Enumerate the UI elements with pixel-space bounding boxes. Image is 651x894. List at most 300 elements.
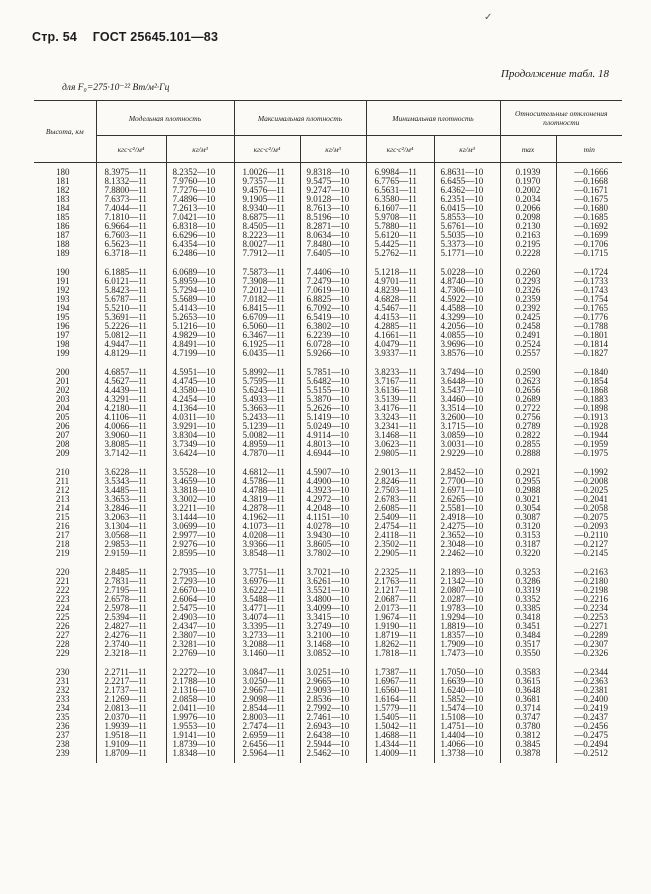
cell-dev-min: —0.1724 — [556, 268, 622, 277]
cell-max-kgs: 3.9366—11 — [234, 540, 300, 549]
cell-height: 207 — [34, 431, 96, 440]
cell-dev-min: —0.1788 — [556, 322, 622, 331]
cell-model-kgs: 2.1269—11 — [96, 695, 166, 704]
density-table — [34, 100, 622, 763]
cell-model-kg: 6.4354—10 — [166, 240, 234, 249]
standard-code: ГОСТ 25645.101—83 — [92, 30, 219, 44]
cell-model-kg: 2.7935—10 — [166, 568, 234, 577]
cell-height: 204 — [34, 404, 96, 413]
cell-model-kgs: 1.9939—11 — [96, 722, 166, 731]
cell-model-kg: 3.9291—10 — [166, 422, 234, 431]
cell-dev-max: 0.2002 — [500, 186, 556, 195]
cell-min-kgs: 3.8233—11 — [366, 368, 434, 377]
cell-model-kgs: 3.2846—11 — [96, 504, 166, 513]
cell-dev-min: —0.1944 — [556, 431, 622, 440]
cell-dev-max: 0.2195 — [500, 240, 556, 249]
cell-max-kg: 8.2871—10 — [300, 222, 366, 231]
cell-min-kgs: 2.9013—11 — [366, 468, 434, 477]
cell-dev-min: —0.1680 — [556, 204, 622, 213]
cell-min-kgs: 6.3580—11 — [366, 195, 434, 204]
cell-max-kgs: 1.0026—11 — [234, 168, 300, 177]
cell-max-kgs: 3.1460—11 — [234, 649, 300, 658]
cell-model-kgs: 6.7603—11 — [96, 231, 166, 240]
cell-dev-max: 0.3286 — [500, 577, 556, 586]
cell-dev-max: 0.3878 — [500, 749, 556, 758]
cell-model-kgs: 2.7195—11 — [96, 586, 166, 595]
cell-model-kgs: 3.9060—11 — [96, 431, 166, 440]
cell-max-kg: 3.2749—10 — [300, 622, 366, 631]
group-spacer — [34, 758, 622, 763]
cell-model-kgs: 2.5978—11 — [96, 604, 166, 613]
cell-model-kgs: 5.0812—11 — [96, 331, 166, 340]
cell-dev-max: 0.3517 — [500, 640, 556, 649]
cell-model-kgs: 2.2711—11 — [96, 668, 166, 677]
cell-dev-min: —0.2512 — [556, 749, 622, 758]
cell-model-kg: 7.0421—10 — [166, 213, 234, 222]
table-row — [34, 649, 622, 658]
cell-model-kgs: 4.5627—11 — [96, 377, 166, 386]
cell-max-kgs: 5.1239—11 — [234, 422, 300, 431]
cell-height: 231 — [34, 677, 96, 686]
unit-header: кгс·с²/м⁴ — [96, 136, 166, 163]
cell-dev-min: —0.2198 — [556, 586, 622, 595]
cell-max-kgs: 2.6456—11 — [234, 740, 300, 749]
cell-model-kg: 2.7293—10 — [166, 577, 234, 586]
cell-max-kgs: 3.5488—11 — [234, 595, 300, 604]
cell-max-kgs: 4.2878—11 — [234, 504, 300, 513]
cell-height: 223 — [34, 595, 96, 604]
cell-min-kgs: 4.1661—11 — [366, 331, 434, 340]
cell-height: 202 — [34, 386, 96, 395]
cell-height: 238 — [34, 740, 96, 749]
cell-dev-min: —0.1898 — [556, 404, 622, 413]
cell-model-kg: 2.8595—10 — [166, 549, 234, 558]
cell-max-kgs: 9.1905—11 — [234, 195, 300, 204]
cell-min-kgs: 1.5405—11 — [366, 713, 434, 722]
cell-dev-max: 0.3681 — [500, 695, 556, 704]
cell-min-kgs: 5.2762—11 — [366, 249, 434, 258]
cell-dev-min: —0.1671 — [556, 186, 622, 195]
cell-height: 211 — [34, 477, 96, 486]
cell-model-kgs: 4.2180—11 — [96, 404, 166, 413]
cell-height: 239 — [34, 749, 96, 758]
cell-dev-min: —0.1685 — [556, 213, 622, 222]
cell-max-kg: 5.0249—10 — [300, 422, 366, 431]
cell-height: 206 — [34, 422, 96, 431]
cell-model-kgs: 5.6787—11 — [96, 295, 166, 304]
cell-min-kg: 2.6265—10 — [434, 495, 500, 504]
cell-max-kgs: 2.8544—11 — [234, 704, 300, 713]
cell-height: 191 — [34, 277, 96, 286]
table-row — [34, 749, 622, 758]
max-header: max — [500, 136, 556, 163]
cell-dev-max: 0.2855 — [500, 440, 556, 449]
cell-dev-max: 0.3187 — [500, 540, 556, 549]
cell-max-kg: 7.6405—10 — [300, 249, 366, 258]
cell-model-kg: 2.1788—10 — [166, 677, 234, 686]
cell-max-kg: 6.2239—10 — [300, 331, 366, 340]
cell-model-kg: 1.9553—10 — [166, 722, 234, 731]
cell-model-kg: 1.8348—10 — [166, 749, 234, 758]
cell-dev-max: 0.3714 — [500, 704, 556, 713]
cell-height: 232 — [34, 686, 96, 695]
cell-min-kgs: 3.0623—11 — [366, 440, 434, 449]
cell-min-kgs: 3.5139—11 — [366, 395, 434, 404]
cell-dev-max: 0.3319 — [500, 586, 556, 595]
cell-dev-max: 0.1939 — [500, 168, 556, 177]
cell-min-kg: 2.8452—10 — [434, 468, 500, 477]
cell-max-kgs: 4.7870—11 — [234, 449, 300, 458]
cell-max-kg: 8.7613—10 — [300, 204, 366, 213]
unit-header: кгс·с²/м⁴ — [234, 136, 300, 163]
cell-min-kg: 3.3514—10 — [434, 404, 500, 413]
cell-max-kgs: 3.2733—11 — [234, 631, 300, 640]
cell-min-kg: 1.4066—10 — [434, 740, 500, 749]
cell-max-kgs: 5.4933—11 — [234, 395, 300, 404]
cell-dev-min: —0.1840 — [556, 368, 622, 377]
cell-min-kg: 2.6971—10 — [434, 486, 500, 495]
cell-max-kg: 5.9266—10 — [300, 349, 366, 358]
col-rel: Относительные отклонения плотности — [500, 101, 622, 136]
cell-height: 222 — [34, 586, 96, 595]
cell-model-kg: 2.4347—10 — [166, 622, 234, 631]
cell-min-kg: 1.7473—10 — [434, 649, 500, 658]
cell-model-kg: 6.0689—10 — [166, 268, 234, 277]
cell-height: 192 — [34, 286, 96, 295]
cell-min-kgs: 1.6967—11 — [366, 677, 434, 686]
cell-dev-min: —0.1754 — [556, 295, 622, 304]
cell-dev-min: —0.1854 — [556, 377, 622, 386]
cell-max-kg: 3.7802—10 — [300, 549, 366, 558]
cell-min-kg: 1.7909—10 — [434, 640, 500, 649]
cell-model-kgs: 5.3691—11 — [96, 313, 166, 322]
cell-max-kg: 8.5196—10 — [300, 213, 366, 222]
cell-model-kgs: 3.1304—11 — [96, 522, 166, 531]
cell-max-kgs: 3.6222—11 — [234, 586, 300, 595]
cell-height: 208 — [34, 440, 96, 449]
cell-model-kgs: 4.8129—11 — [96, 349, 166, 358]
cell-min-kgs: 5.7880—11 — [366, 222, 434, 231]
cell-min-kg: 1.6639—10 — [434, 677, 500, 686]
cell-dev-min: —0.1743 — [556, 286, 622, 295]
cell-dev-max: 0.2789 — [500, 422, 556, 431]
cell-model-kgs: 1.9109—11 — [96, 740, 166, 749]
cell-max-kgs: 5.8992—11 — [234, 368, 300, 377]
cell-max-kg: 4.2048—10 — [300, 504, 366, 513]
cell-max-kg: 3.0852—10 — [300, 649, 366, 658]
cell-dev-max: 0.3583 — [500, 668, 556, 677]
cell-dev-max: 0.2130 — [500, 222, 556, 231]
cell-max-kgs: 7.3908—11 — [234, 277, 300, 286]
cell-dev-min: —0.1992 — [556, 468, 622, 477]
cell-min-kg: 3.6448—10 — [434, 377, 500, 386]
cell-min-kg: 3.1715—10 — [434, 422, 500, 431]
cell-dev-max: 0.2163 — [500, 231, 556, 240]
cell-max-kg: 4.2972—10 — [300, 495, 366, 504]
cell-min-kg: 4.0855—10 — [434, 331, 500, 340]
cell-min-kgs: 1.4009—11 — [366, 749, 434, 758]
cell-max-kg: 6.3802—10 — [300, 322, 366, 331]
cell-max-kg: 4.3923—10 — [300, 486, 366, 495]
cell-dev-max: 0.3087 — [500, 513, 556, 522]
cell-min-kgs: 1.7387—11 — [366, 668, 434, 677]
cell-min-kgs: 6.9984—11 — [366, 168, 434, 177]
cell-min-kg: 3.7494—10 — [434, 368, 500, 377]
cell-min-kgs: 2.8246—11 — [366, 477, 434, 486]
cell-max-kg: 4.6944—10 — [300, 449, 366, 458]
cell-model-kgs: 7.1810—11 — [96, 213, 166, 222]
cell-height: 214 — [34, 504, 96, 513]
cell-max-kg: 3.1468—10 — [300, 640, 366, 649]
cell-max-kg: 6.8825—10 — [300, 295, 366, 304]
cell-min-kgs: 1.4688—11 — [366, 731, 434, 740]
cell-min-kgs: 4.2885—11 — [366, 322, 434, 331]
table-row — [34, 449, 622, 458]
cell-model-kgs: 2.6578—11 — [96, 595, 166, 604]
cell-model-kg: 5.8959—10 — [166, 277, 234, 286]
cell-max-kgs: 3.6976—11 — [234, 577, 300, 586]
cell-model-kg: 7.4896—10 — [166, 195, 234, 204]
cell-min-kgs: 2.9805—11 — [366, 449, 434, 458]
cell-height: 200 — [34, 368, 96, 377]
cell-min-kg: 3.2600—10 — [434, 413, 500, 422]
cell-model-kgs: 1.8709—11 — [96, 749, 166, 758]
cell-model-kgs: 4.0066—11 — [96, 422, 166, 431]
cell-max-kg: 8.0634—10 — [300, 231, 366, 240]
cell-max-kg: 6.5419—10 — [300, 313, 366, 322]
cell-min-kg: 6.4362—10 — [434, 186, 500, 195]
cell-model-kg: 3.4659—10 — [166, 477, 234, 486]
cell-min-kg: 2.4918—10 — [434, 513, 500, 522]
cell-max-kgs: 3.8548—11 — [234, 549, 300, 558]
cell-max-kgs: 8.9340—11 — [234, 204, 300, 213]
cell-min-kg: 3.5437—10 — [434, 386, 500, 395]
cell-height: 196 — [34, 322, 96, 331]
cell-max-kgs: 2.8003—11 — [234, 713, 300, 722]
cell-model-kgs: 4.9447—11 — [96, 340, 166, 349]
cell-max-kgs: 6.1925—11 — [234, 340, 300, 349]
cell-dev-min: —0.1827 — [556, 349, 622, 358]
cell-height: 230 — [34, 668, 96, 677]
cell-min-kg: 1.5852—10 — [434, 695, 500, 704]
cell-model-kg: 3.3002—10 — [166, 495, 234, 504]
cell-min-kg: 6.2351—10 — [434, 195, 500, 204]
cell-max-kg: 2.5944—10 — [300, 740, 366, 749]
cell-min-kgs: 2.3502—11 — [366, 540, 434, 549]
cell-min-kg: 2.7700—10 — [434, 477, 500, 486]
cell-height: 190 — [34, 268, 96, 277]
cell-min-kg: 4.8740—10 — [434, 277, 500, 286]
cell-dev-max: 0.2228 — [500, 249, 556, 258]
cell-height: 224 — [34, 604, 96, 613]
cell-model-kgs: 2.9853—11 — [96, 540, 166, 549]
cell-max-kg: 3.6261—10 — [300, 577, 366, 586]
cell-max-kgs: 5.3663—11 — [234, 404, 300, 413]
cell-model-kg: 1.9141—10 — [166, 731, 234, 740]
cell-dev-min: —0.2419 — [556, 704, 622, 713]
cell-max-kg: 7.8480—10 — [300, 240, 366, 249]
cell-max-kgs: 6.0435—11 — [234, 349, 300, 358]
cell-min-kg: 2.0807—10 — [434, 586, 500, 595]
cell-height: 199 — [34, 349, 96, 358]
cell-model-kgs: 2.3218—11 — [96, 649, 166, 658]
cell-max-kgs: 8.0027—11 — [234, 240, 300, 249]
cell-model-kg: 1.9976—10 — [166, 713, 234, 722]
cell-height: 182 — [34, 186, 96, 195]
cell-min-kgs: 4.4153—11 — [366, 313, 434, 322]
cell-min-kgs: 4.8239—11 — [366, 286, 434, 295]
cell-height: 229 — [34, 649, 96, 658]
cell-max-kg: 2.7992—10 — [300, 704, 366, 713]
cell-height: 189 — [34, 249, 96, 258]
cell-min-kg: 6.0415—10 — [434, 204, 500, 213]
col-max: Максимальная плотность — [234, 101, 366, 136]
cell-dev-min: —0.1668 — [556, 177, 622, 186]
cell-min-kgs: 4.6828—11 — [366, 295, 434, 304]
cell-model-kgs: 2.3740—11 — [96, 640, 166, 649]
cell-max-kg: 2.8536—10 — [300, 695, 366, 704]
page-header — [32, 30, 230, 44]
cell-min-kg: 1.8357—10 — [434, 631, 500, 640]
cell-max-kgs: 7.5873—11 — [234, 268, 300, 277]
cell-max-kgs: 5.0082—11 — [234, 431, 300, 440]
cell-model-kgs: 2.4276—11 — [96, 631, 166, 640]
cell-max-kg: 2.5462—10 — [300, 749, 366, 758]
cell-min-kgs: 3.2341—11 — [366, 422, 434, 431]
cell-max-kg: 4.5907—10 — [300, 468, 366, 477]
cell-min-kg: 2.1342—10 — [434, 577, 500, 586]
cell-min-kgs: 1.8719—11 — [366, 631, 434, 640]
cell-dev-min: —0.2216 — [556, 595, 622, 604]
cell-max-kg: 3.4099—10 — [300, 604, 366, 613]
cell-max-kg: 9.2747—10 — [300, 186, 366, 195]
col-min: Минимальная плотность — [366, 101, 500, 136]
cell-dev-min: —0.1666 — [556, 168, 622, 177]
cell-dev-max: 0.2066 — [500, 204, 556, 213]
cell-max-kgs: 4.5786—11 — [234, 477, 300, 486]
cell-max-kg: 4.0278—10 — [300, 522, 366, 531]
cell-height: 234 — [34, 704, 96, 713]
cell-model-kgs: 7.8800—11 — [96, 186, 166, 195]
cell-max-kg: 5.5155—10 — [300, 386, 366, 395]
cell-model-kgs: 2.1737—11 — [96, 686, 166, 695]
cell-model-kgs: 6.9664—11 — [96, 222, 166, 231]
cell-dev-max: 0.3484 — [500, 631, 556, 640]
cell-min-kgs: 4.5467—11 — [366, 304, 434, 313]
cell-dev-max: 0.3120 — [500, 522, 556, 531]
cell-dev-min: —0.2271 — [556, 622, 622, 631]
unit-header: кг/м³ — [166, 136, 234, 163]
cell-model-kgs: 4.1106—11 — [96, 413, 166, 422]
cell-model-kgs: 4.4439—11 — [96, 386, 166, 395]
cell-min-kg: 1.5474—10 — [434, 704, 500, 713]
cell-height: 226 — [34, 622, 96, 631]
cell-model-kg: 4.7199—10 — [166, 349, 234, 358]
cell-dev-min: —0.2110 — [556, 531, 622, 540]
cell-max-kgs: 8.6875—11 — [234, 213, 300, 222]
cell-min-kg: 1.7050—10 — [434, 668, 500, 677]
cell-min-kgs: 3.7167—11 — [366, 377, 434, 386]
cell-min-kg: 2.4275—10 — [434, 522, 500, 531]
cell-max-kgs: 3.4771—11 — [234, 604, 300, 613]
cell-dev-min: —0.2289 — [556, 631, 622, 640]
cell-min-kg: 4.7306—10 — [434, 286, 500, 295]
cell-dev-min: —0.1706 — [556, 240, 622, 249]
cell-max-kg: 4.4900—10 — [300, 477, 366, 486]
cell-dev-min: —0.1883 — [556, 395, 622, 404]
cell-dev-min: —0.2058 — [556, 504, 622, 513]
cell-dev-max: 0.2326 — [500, 286, 556, 295]
cell-model-kg: 7.7276—10 — [166, 186, 234, 195]
cell-max-kg: 2.6943—10 — [300, 722, 366, 731]
cell-model-kgs: 3.0568—11 — [96, 531, 166, 540]
cell-dev-min: —0.1675 — [556, 195, 622, 204]
cell-height: 198 — [34, 340, 96, 349]
cell-model-kgs: 2.4827—11 — [96, 622, 166, 631]
cell-min-kg: 3.0859—10 — [434, 431, 500, 440]
cell-model-kg: 4.9829—10 — [166, 331, 234, 340]
cell-min-kg: 5.8553—10 — [434, 213, 500, 222]
cell-max-kgs: 4.1073—11 — [234, 522, 300, 531]
cell-model-kgs: 6.0121—11 — [96, 277, 166, 286]
cell-height: 217 — [34, 531, 96, 540]
cell-min-kgs: 6.1607—11 — [366, 204, 434, 213]
table-continued-caption: Продолжение табл. 18 — [500, 68, 609, 80]
cell-dev-min: —0.1913 — [556, 413, 622, 422]
cell-max-kgs: 2.7474—11 — [234, 722, 300, 731]
cell-dev-min: —0.2253 — [556, 613, 622, 622]
cell-max-kgs: 5.6243—11 — [234, 386, 300, 395]
cell-dev-min: —0.2008 — [556, 477, 622, 486]
cell-dev-max: 0.3747 — [500, 713, 556, 722]
cell-dev-max: 0.2425 — [500, 313, 556, 322]
cell-dev-max: 0.3451 — [500, 622, 556, 631]
cell-max-kg: 2.6438—10 — [300, 731, 366, 740]
cell-max-kgs: 2.9667—11 — [234, 686, 300, 695]
cell-min-kgs: 4.9701—11 — [366, 277, 434, 286]
cell-max-kgs: 7.7912—11 — [234, 249, 300, 258]
cell-dev-max: 0.3418 — [500, 613, 556, 622]
cell-min-kgs: 4.0479—11 — [366, 340, 434, 349]
cell-min-kgs: 1.5779—11 — [366, 704, 434, 713]
cell-model-kgs: 6.3718—11 — [96, 249, 166, 258]
cell-model-kgs: 8.1332—11 — [96, 177, 166, 186]
cell-model-kg: 3.6424—10 — [166, 449, 234, 458]
cell-min-kg: 4.4588—10 — [434, 304, 500, 313]
cell-model-kgs: 7.6373—11 — [96, 195, 166, 204]
cell-max-kgs: 5.2433—11 — [234, 413, 300, 422]
cell-model-kg: 2.0858—10 — [166, 695, 234, 704]
cell-min-kg: 1.6240—10 — [434, 686, 500, 695]
cell-dev-min: —0.1699 — [556, 231, 622, 240]
cell-max-kg: 3.0251—10 — [300, 668, 366, 677]
cell-height: 213 — [34, 495, 96, 504]
cell-max-kg: 3.4800—10 — [300, 595, 366, 604]
cell-height: 212 — [34, 486, 96, 495]
cell-min-kg: 2.5581—10 — [434, 504, 500, 513]
cell-min-kg: 1.8819—10 — [434, 622, 500, 631]
cell-model-kg: 2.1316—10 — [166, 686, 234, 695]
cell-max-kg: 7.0619—10 — [300, 286, 366, 295]
cell-dev-min: —0.2127 — [556, 540, 622, 549]
cell-height: 185 — [34, 213, 96, 222]
cell-min-kgs: 2.6085—11 — [366, 504, 434, 513]
cell-dev-min: —0.2437 — [556, 713, 622, 722]
cell-min-kgs: 3.1468—11 — [366, 431, 434, 440]
cell-dev-min: —0.1776 — [556, 313, 622, 322]
cell-dev-max: 0.2955 — [500, 477, 556, 486]
cell-max-kg: 5.2626—10 — [300, 404, 366, 413]
